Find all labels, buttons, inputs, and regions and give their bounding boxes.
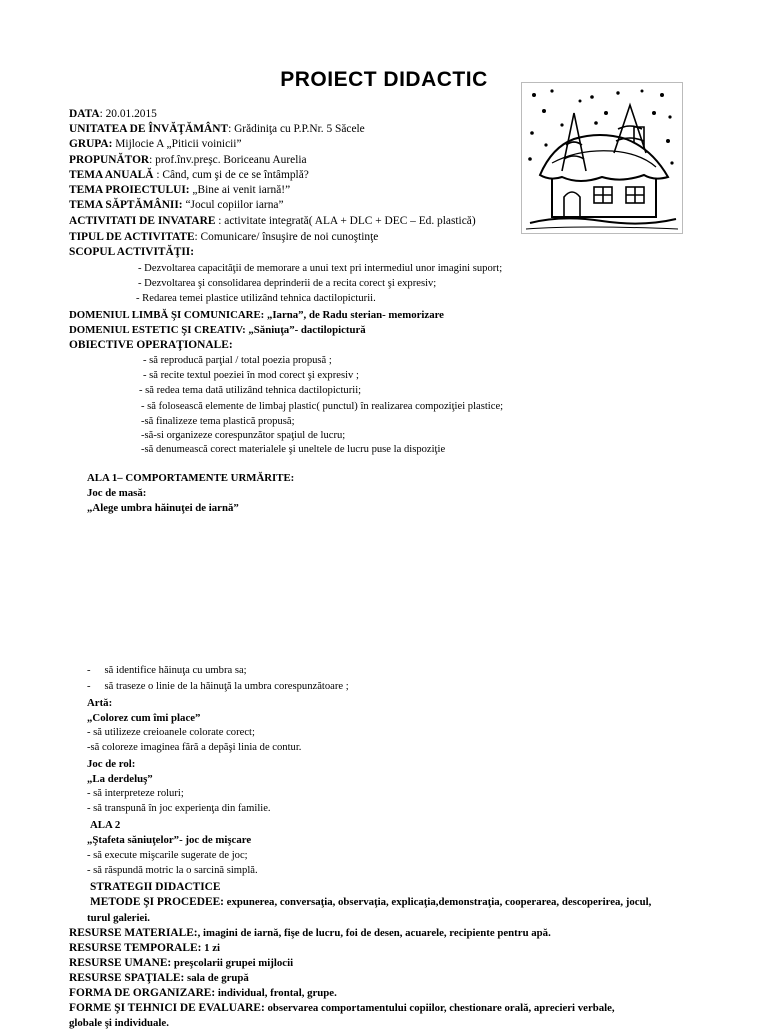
- arta-item: -să coloreze imaginea fără a depăşi linia de contur.: [87, 742, 302, 753]
- umane-label: RESURSE UMANE:: [69, 957, 172, 969]
- evaluare-line: [69, 1001, 615, 1015]
- propunator-value: : prof.înv.preşc. Boriceanu Aurelia: [149, 154, 307, 166]
- domeniul-limba: DOMENIUL LIMBĂ ŞI COMUNICARE: „Iarna”, de Radu sterian- memorizare: [69, 309, 444, 321]
- ala1-item: [87, 680, 349, 694]
- materiale-value: , imagini de iarnă, fişe de lucru, foi de desen, acuarele, recipiente pentru apă.: [197, 927, 551, 939]
- obiective-label: OBIECTIVE OPERAŢIONALE:: [69, 339, 233, 351]
- winter-cottage-drawing: [522, 83, 682, 233]
- activitati-line: [69, 214, 476, 228]
- obiectiv-item: -să denumească corect materialele şi uneltele de lucru puse la dispoziţie: [141, 444, 446, 455]
- arta-title: „Colorez cum îmi place”: [87, 712, 201, 724]
- temporale-value: 1 zi: [201, 942, 220, 954]
- joc-rol-label: Joc de rol:: [87, 758, 136, 770]
- joc-rol-item: - să transpună în joc experienţa din familie.: [87, 803, 271, 814]
- tipul-line: [69, 230, 378, 244]
- scopul-item: - Dezvoltarea şi consolidarea deprinderii de a recita corect şi expresiv;: [138, 278, 437, 289]
- propunator-label: PROPUNĂTOR: [69, 154, 150, 166]
- evaluare-label: FORME ŞI TEHNICI DE EVALUARE:: [69, 1002, 265, 1014]
- unitatea-line: [69, 122, 365, 136]
- grupa-line: [69, 137, 242, 151]
- forma-line: [69, 986, 337, 1000]
- grupa-label: GRUPA:: [69, 138, 113, 150]
- spatiale-line: [69, 971, 249, 985]
- ala1-item-text: să identifice hăinuţa cu umbra sa;: [104, 665, 247, 676]
- joc-masa-title: „Alege umbra hăinuţei de iarnă”: [87, 502, 239, 514]
- forma-value: individual, frontal, grupe.: [215, 987, 337, 999]
- umane-line: [69, 956, 293, 970]
- ala2-item: - să răspundă motric la o sarcină simplă.: [87, 865, 258, 876]
- tema-proiect-label: TEMA PROIECTULUI:: [69, 184, 190, 196]
- tipul-label: TIPUL DE ACTIVITATE: [69, 231, 195, 243]
- obiectiv-item: - să recite textul poeziei în mod corect şi expresiv ;: [143, 370, 359, 381]
- joc-rol-title: „La derdeluş”: [87, 773, 153, 785]
- temporale-line: [69, 941, 220, 955]
- unitatea-label: UNITATEA DE ÎNVĂŢĂMÂNT: [69, 123, 229, 135]
- unitatea-value: : Grădiniţa cu P.P.Nr. 5 Săcele: [228, 123, 365, 135]
- activitati-label: ACTIVITATI DE INVATARE: [69, 215, 216, 227]
- arta-label: Artă:: [87, 697, 113, 709]
- obiectiv-item: -să finalizeze tema plastică propusă;: [141, 416, 295, 427]
- tema-proiect-value: „Bine ai venit iarnă!”: [189, 184, 291, 196]
- grupa-value: Mijlocie A „Piticii voinicii”: [112, 138, 242, 150]
- domeniul-estetic: DOMENIUL ESTETIC ŞI CREATIV: „Săniuţa”- dactilopictură: [69, 324, 366, 336]
- forma-label: FORMA DE ORGANIZARE:: [69, 987, 216, 999]
- umane-value: preşcolarii grupei mijlocii: [171, 957, 294, 969]
- tema-proiect-line: [69, 183, 290, 197]
- tema-saptamanii-value: “Jocul copiilor iarna”: [182, 199, 284, 211]
- joc-masa-label: Joc de masă:: [87, 487, 147, 499]
- tipul-value: : Comunicare/ însuşire de noi cunoştinţe: [194, 231, 379, 243]
- ala2-title: „Ştafeta săniuţelor”- joc de mişcare: [87, 834, 252, 846]
- evaluare-cont: globale şi individuale.: [69, 1017, 169, 1029]
- strategii-heading: STRATEGII DIDACTICE: [90, 881, 221, 893]
- tema-anuala-label: TEMA ANUALĂ: [69, 169, 154, 181]
- spatiale-label: RESURSE SPAŢIALE:: [69, 972, 185, 984]
- dash-marker: -: [87, 665, 91, 676]
- data-line: [69, 107, 157, 121]
- spatiale-value: sala de grupă: [184, 972, 249, 984]
- metode-label: METODE ŞI PROCEDEE:: [90, 896, 224, 908]
- evaluare-value: observarea comportamentului copiilor, chestionare orală, aprecieri verbale,: [264, 1002, 615, 1014]
- ala1-item-text: să traseze o linie de la hăinuţă la umbra corespunzătoare ;: [104, 681, 349, 692]
- ala2-heading: ALA 2: [90, 819, 121, 831]
- materiale-line: [69, 926, 551, 940]
- obiectiv-item: - să redea tema dată utilizând tehnica dactilopicturii;: [139, 385, 362, 396]
- metode-cont: turul galeriei.: [87, 912, 150, 924]
- materiale-label: RESURSE MATERIALE:: [69, 927, 198, 939]
- data-value: : 20.01.2015: [99, 108, 157, 120]
- scopul-item: - Dezvoltarea capacităţii de memorare a unui text pri intermediul unor imagini suport;: [138, 263, 503, 274]
- scopul-label: SCOPUL ACTIVITĂŢII:: [69, 246, 195, 258]
- ala2-item: - să execute mişcarile sugerate de joc;: [87, 850, 248, 861]
- metode-value: expunerea, conversaţia, observaţia, explicaţia,demonstraţia, cooperarea, descoperirea, jocul,: [223, 896, 652, 908]
- metode-line: [90, 895, 651, 909]
- winter-cottage-image: [521, 82, 683, 234]
- dash-marker: -: [87, 681, 91, 692]
- obiectiv-item: -să-si organizeze corespunzător spaţiul de lucru;: [141, 430, 346, 441]
- joc-rol-item: - să interpreteze roluri;: [87, 788, 184, 799]
- tema-anuala-line: [69, 168, 309, 182]
- ala1-heading: ALA 1– COMPORTAMENTE URMĂRITE:: [87, 472, 295, 484]
- activitati-value: : activitate integrată( ALA + DLC + DEC – Ed. plastică): [215, 215, 476, 227]
- obiectiv-item: - să folosească elemente de limbaj plastic( punctul) în realizarea compoziţiei plastice;: [141, 401, 504, 412]
- propunator-line: [69, 153, 307, 167]
- tema-saptamanii-line: [69, 198, 284, 212]
- obiectiv-item: - să reproducă parţial / total poezia propusă ;: [143, 355, 332, 366]
- ala1-item: [87, 664, 247, 678]
- data-label: DATA: [69, 108, 100, 120]
- page-title: PROIECT DIDACTIC: [280, 68, 488, 91]
- tema-anuala-value: : Când, cum şi de ce se întâmplă?: [153, 169, 309, 181]
- temporale-label: RESURSE TEMPORALE:: [69, 942, 202, 954]
- arta-item: - să utilizeze creioanele colorate corect;: [87, 727, 255, 738]
- scopul-item: - Redarea temei plastice utilizând tehnica dactilopicturii.: [136, 293, 376, 304]
- tema-saptamanii-label: TEMA SĂPTĂMÂNII:: [69, 199, 183, 211]
